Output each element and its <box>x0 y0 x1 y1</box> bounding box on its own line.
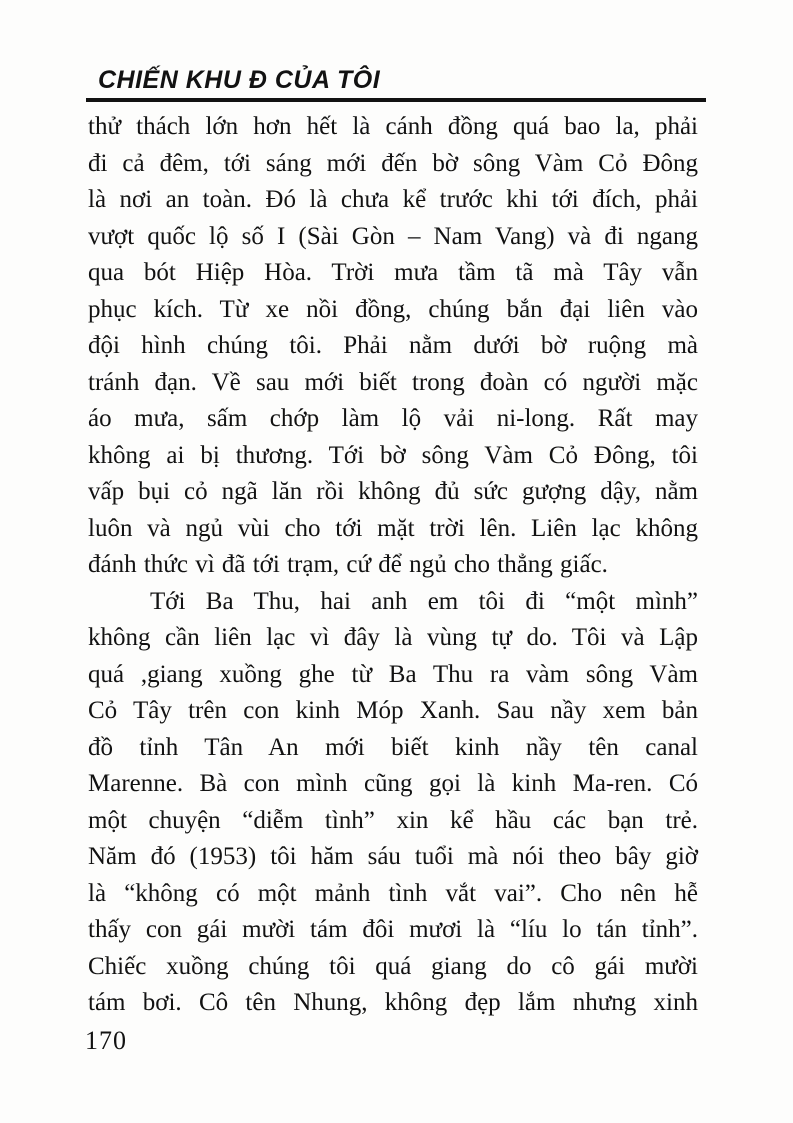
text-line: quá ,giang xuồng ghe từ Ba Thu ra vàm sông Vàm <box>88 660 698 688</box>
text-line: là nơi an toàn. Đó là chưa kể trước khi tới đích, phải <box>88 186 698 213</box>
text-line: không cần liên lạc vì đây là vùng tự do. Tôi và Lập <box>88 624 698 651</box>
text-line: đi cả đêm, tới sáng mới đến bờ sông Vàm Cỏ Đông <box>88 149 698 177</box>
text-line: Năm đó (1953) tôi hăm sáu tuổi mà nói theo bây giờ <box>88 843 698 870</box>
text-line: không ai bị thương. Tới bờ sông Vàm Cỏ Đông, tôi <box>88 441 698 469</box>
body-text <box>88 109 698 1022</box>
text-line: đánh thức vì đã tới trạm, cứ để ngủ cho thẳng giấc. <box>88 551 608 578</box>
running-header <box>86 66 706 102</box>
text-line: thử thách lớn hơn hết là cánh đồng quá bao la, phải <box>88 113 698 140</box>
text-line: Marenne. Bà con mình cũng gọi là kinh Ma-ren. Có <box>88 770 698 797</box>
text-line: qua bót Hiệp Hòa. Trời mưa tầm tã mà Tây vẫn <box>88 259 698 286</box>
text-line: Tới Ba Thu, hai anh em tôi đi “một mình” <box>150 587 698 615</box>
text-line: vấp bụi cỏ ngã lăn rồi không đủ sức gượng dậy, nằm <box>88 478 698 505</box>
text-line: Chiếc xuồng chúng tôi quá giang do cô gái mười <box>88 952 698 980</box>
text-line: Cỏ Tây trên con kinh Móp Xanh. Sau nầy xem bản <box>88 697 698 724</box>
running-header-title: CHIẾN KHU Đ CỦA TÔI <box>98 66 381 94</box>
page-number: 170 <box>85 1026 127 1055</box>
text-line: vượt quốc lộ số I (Sài Gòn – Nam Vang) và đi ngang <box>88 222 698 250</box>
text-line: luôn và ngủ vùi cho tới mặt trời lên. Liên lạc không <box>88 514 698 542</box>
text-line: thấy con gái mười tám đôi mươi là “líu lo tán tỉnh”. <box>88 916 698 943</box>
text-line: tránh đạn. Về sau mới biết trong đoàn có người mặc <box>88 368 698 396</box>
text-line: tám bơi. Cô tên Nhung, không đẹp lắm nhưng xinh <box>88 989 698 1016</box>
text-line: đồ tỉnh Tân An mới biết kinh nầy tên canal <box>88 733 698 761</box>
text-line: phục kích. Từ xe nồi đồng, chúng bắn đại liên vào <box>88 295 698 323</box>
text-line: là “không có một mảnh tình vắt vai”. Cho nên hễ <box>88 879 698 907</box>
text-line: đội hình chúng tôi. Phải nằm dưới bờ ruộng mà <box>88 332 698 359</box>
header-rule <box>86 98 706 102</box>
text-line: một chuyện “diễm tình” xin kể hầu các bạn trẻ. <box>88 806 698 834</box>
text-line: áo mưa, sấm chớp làm lộ vải ni-long. Rất may <box>88 405 698 432</box>
